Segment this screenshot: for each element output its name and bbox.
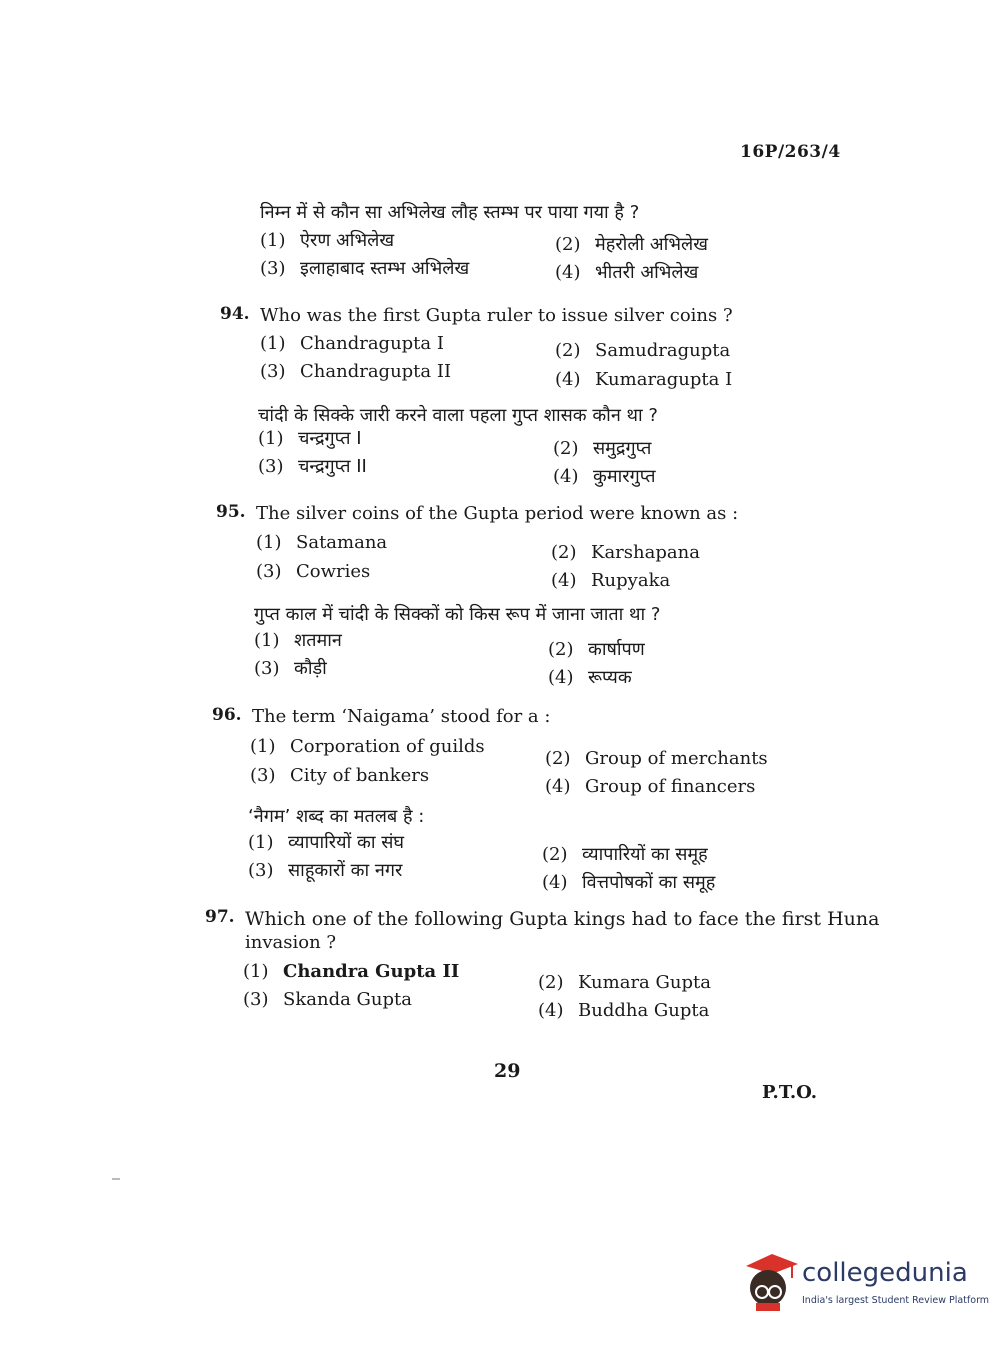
collegedunia-logo <box>742 1248 990 1318</box>
q95-question: The silver coins of the Gupta period were known as : <box>256 503 739 524</box>
q96-hindi-option-4: (4) वित्तपोषकों का समूह <box>542 872 716 893</box>
q96-option-2: (2) Group of merchants <box>545 748 768 769</box>
q96-hindi-option-3: (3) साहूकारों का नगर <box>248 860 403 881</box>
brand-tagline: India's largest Student Review Platform <box>802 1295 990 1306</box>
q97-question-line-1: Which one of the following Gupta kings had to face the first Huna <box>245 908 880 930</box>
q94-question: Who was the first Gupta ruler to issue silver coins ? <box>260 305 733 326</box>
q95-hindi-question: गुप्त काल में चांदी के सिक्कों को किस रूप में जाना जाता था ? <box>254 604 661 625</box>
q93-option-1: (1) ऐरण अभिलेख <box>260 230 395 251</box>
q94-option-1: (1) Chandragupta I <box>260 333 444 354</box>
q94-hindi-question: चांदी के सिक्के जारी करने वाला पहला गुप्त शासक कौन था ? <box>258 405 658 426</box>
q96-option-1: (1) Corporation of guilds <box>250 736 485 757</box>
q97-option-2: (2) Kumara Gupta <box>538 972 711 993</box>
q96-hindi-question: ‘नैगम’ शब्द का मतलब है : <box>248 806 425 827</box>
q94-hindi-option-1: (1) चन्द्रगुप्त I <box>258 428 362 449</box>
q95-option-4: (4) Rupyaka <box>551 570 671 591</box>
page-number: 29 <box>494 1060 521 1082</box>
q97-option-1: (1) Chandra Gupta II <box>243 961 460 982</box>
scan-speck <box>112 1178 120 1180</box>
question-number-97: 97. <box>205 907 235 927</box>
q94-hindi-option-2: (2) समुद्रगुप्त <box>553 438 652 459</box>
q97-option-4: (4) Buddha Gupta <box>538 1000 710 1021</box>
q94-option-4: (4) Kumaragupta I <box>555 369 733 390</box>
q93-hindi-question: निम्न में से कौन सा अभिलेख लौह स्तम्भ पर पाया गया है ? <box>260 202 640 223</box>
question-number-96: 96. <box>212 705 242 725</box>
q97-question-line-2: invasion ? <box>245 932 337 953</box>
question-number-95: 95. <box>216 502 246 522</box>
pto-label: P.T.O. <box>762 1082 818 1103</box>
q95-hindi-option-3: (3) कौड़ी <box>254 658 327 679</box>
brand-name: collegedunia <box>802 1258 968 1288</box>
q95-option-3: (3) Cowries <box>256 561 371 582</box>
q96-question: The term ‘Naigama’ stood for a : <box>252 706 551 727</box>
q95-option-2: (2) Karshapana <box>551 542 700 563</box>
q96-hindi-option-1: (1) व्यापारियों का संघ <box>248 832 405 853</box>
paper-code: 16P/263/4 <box>740 142 841 162</box>
q94-option-3: (3) Chandragupta II <box>260 361 452 382</box>
q93-option-3: (3) इलाहाबाद स्तम्भ अभिलेख <box>260 258 470 279</box>
q93-option-4: (4) भीतरी अभिलेख <box>555 262 699 283</box>
mascot-icon <box>742 1248 800 1314</box>
q96-option-3: (3) City of bankers <box>250 765 430 786</box>
q95-hindi-option-4: (4) रूप्यक <box>548 667 632 688</box>
q95-hindi-option-2: (2) कार्षापण <box>548 639 645 660</box>
q94-hindi-option-4: (4) कुमारगुप्त <box>553 466 656 487</box>
q93-option-2: (2) मेहरोली अभिलेख <box>555 234 708 255</box>
q94-option-2: (2) Samudragupta <box>555 340 731 361</box>
q95-hindi-option-1: (1) शतमान <box>254 630 342 651</box>
q97-option-3: (3) Skanda Gupta <box>243 989 412 1010</box>
q95-option-1: (1) Satamana <box>256 532 388 553</box>
question-number-94: 94. <box>220 304 250 324</box>
q96-option-4: (4) Group of financers <box>545 776 756 797</box>
q96-hindi-option-2: (2) व्यापारियों का समूह <box>542 844 708 865</box>
q94-hindi-option-3: (3) चन्द्रगुप्त II <box>258 456 367 477</box>
